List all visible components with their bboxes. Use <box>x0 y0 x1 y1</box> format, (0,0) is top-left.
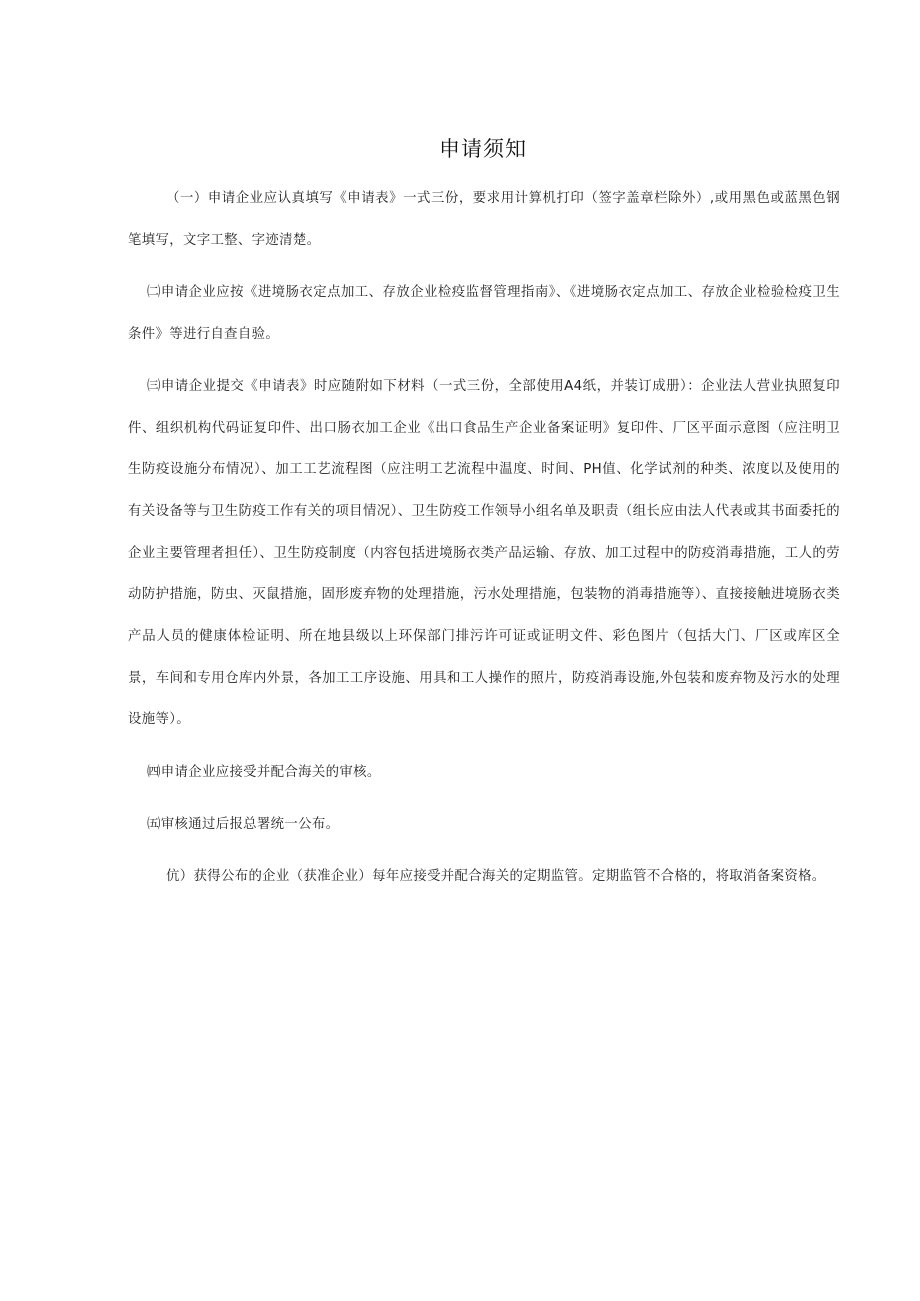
paragraph-4: ㈣申请企业应接受并配合海关的审核。 <box>147 764 381 780</box>
paragraph-2: ㈡申请企业应按《进境肠衣定点加工、存放企业检疫监督管理指南》、《进境肠衣定点加工、存放企业检验检疫卫生条件》等进行自查自验。 <box>128 284 840 342</box>
paragraph-1: （一）申请企业应认真填写《申请表》一式三份，要求用计算机打印（签字盖章栏除外）,或用黑色或蓝黑色钢笔填写，文字工整、字迹清楚。 <box>128 191 840 248</box>
document-title: 申请须知 <box>439 137 527 161</box>
paragraph-6: 伉）获得公布的企业（获准企业）每年应接受并配合海关的定期监管。定期监管不合格的，将取消备案资格。 <box>166 869 826 885</box>
paragraph-5: ㈤审核通过后报总署统一公布。 <box>147 816 340 832</box>
paragraph-3: ㈢申请企业提交《申请表》时应随附如下材料（一式三份，全部使用A4纸，并装订成册）：企业法人营业执照复印件、组织机构代码证复印件、出口肠衣加工企业《出口食品生产企业备案证明》复印件、厂区平面示意图（应注明卫生防疫设施分布情况）、加工工艺流程图（应注明工艺流程中温度、时间、PH值、化学试剂的种类、浓度以及使用的有关设备等与卫生防疫工作有关的项目情况）、卫生防疫工作领导小组名单及职责（组长应由法人代表或其书面委托的企业主要管理者担任）、卫生防疫制度（内容包括进境肠衣类产品运输、存放、加工过程中的防疫消毒措施，工人的劳动防护措施，防虫、灭鼠措施，固形废弃物的处理措施，污水处理措施，包装物的消毒措施等）、直接接触进境肠衣类产品人员的健康体检证明、所在地县级以上环保部门排污许可证或证明文件、彩色图片（包括大门、厂区或库区全景，车间和专用仓库内外景，各加工工序设施、用具和工人操作的照片，防疫消毒设施,外包装和废弃物及污水的处理设施等）。 <box>128 378 840 728</box>
document-body <box>128 178 840 908</box>
